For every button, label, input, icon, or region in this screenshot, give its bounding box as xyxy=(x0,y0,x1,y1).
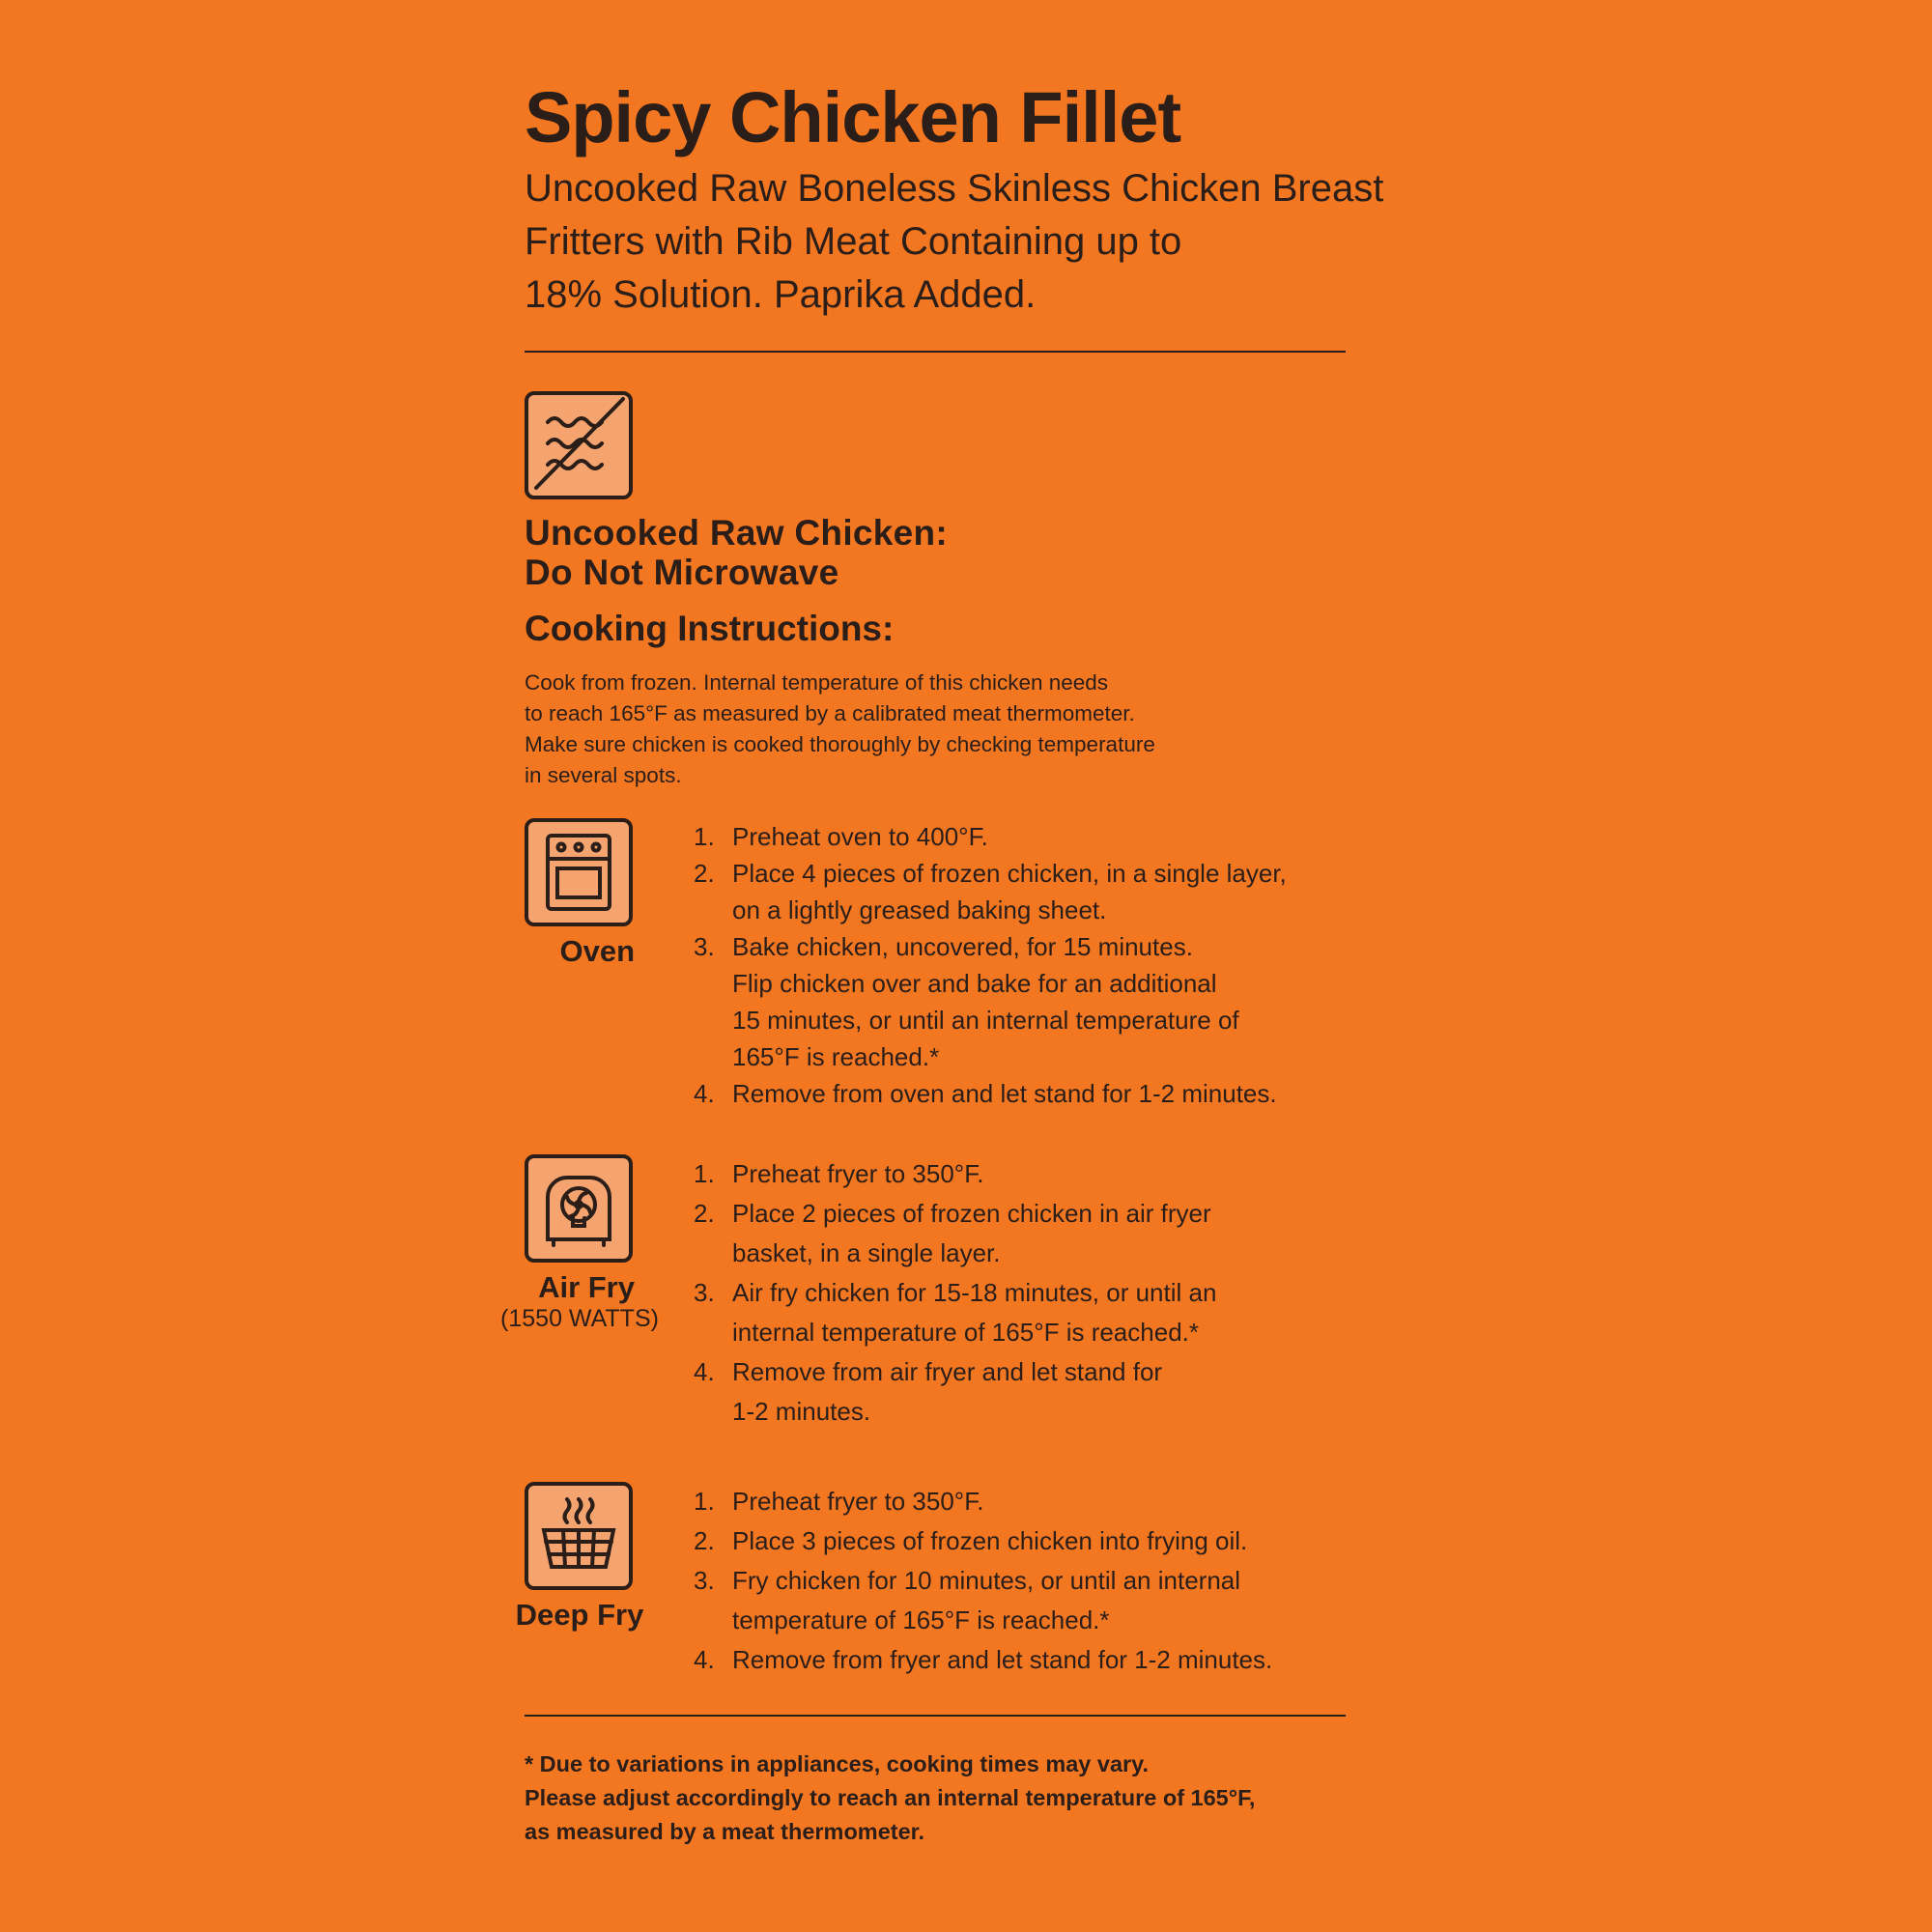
step-number: 4. xyxy=(694,1357,715,1386)
step-line: Preheat fryer to 350°F. xyxy=(732,1159,984,1188)
step-text xyxy=(732,1273,1452,1352)
step-text xyxy=(732,1352,1452,1432)
step-number: 1. xyxy=(694,1487,715,1516)
step-number: 2. xyxy=(694,1526,715,1555)
product-description-line: 18% Solution. Paprika Added. xyxy=(525,273,1037,316)
step-line: 165°F is reached.* xyxy=(732,1042,940,1071)
step-line: Bake chicken, uncovered, for 15 minutes. xyxy=(732,932,1193,961)
product-title: Spicy Chicken Fillet xyxy=(525,77,1181,157)
step-number: 1. xyxy=(694,822,715,851)
step-number: 3. xyxy=(694,932,715,961)
air-fry-label: Air Fry xyxy=(538,1270,635,1304)
air-fry-step xyxy=(694,1194,1452,1273)
step-line: basket, in a single layer. xyxy=(732,1238,1001,1267)
step-line: 1-2 minutes. xyxy=(732,1397,871,1426)
step-line: Remove from oven and let stand for 1-2 minutes. xyxy=(732,1079,1277,1108)
divider xyxy=(525,1715,1346,1717)
step-line: Preheat fryer to 350°F. xyxy=(732,1487,984,1516)
divider xyxy=(525,351,1346,353)
oven-step xyxy=(694,928,1452,1075)
cooking-intro-line: in several spots. xyxy=(525,763,682,787)
deep-fry-step xyxy=(694,1561,1452,1640)
deep-fry-step xyxy=(694,1482,1452,1521)
step-text xyxy=(732,1561,1452,1640)
step-line: Remove from fryer and let stand for 1-2 minutes. xyxy=(732,1645,1273,1674)
deep-fry-step xyxy=(694,1640,1452,1680)
footnote xyxy=(525,1747,1452,1849)
step-line: Fry chicken for 10 minutes, or until an internal xyxy=(732,1566,1241,1595)
cooking-intro-line: to reach 165°F as measured by a calibrated meat thermometer. xyxy=(525,701,1135,725)
warning-line: Do Not Microwave xyxy=(525,553,839,592)
microwave-warning xyxy=(525,513,1452,592)
deep-fry-method-header xyxy=(515,1482,644,1633)
step-line: Flip chicken over and bake for an additional xyxy=(732,969,1217,998)
air-fry-step xyxy=(694,1154,1452,1194)
step-text xyxy=(732,818,1452,855)
step-line: Air fry chicken for 15-18 minutes, or until an xyxy=(732,1278,1217,1307)
oven-icon xyxy=(525,818,633,926)
step-number: 4. xyxy=(694,1079,715,1108)
step-line: 15 minutes, or until an internal temperature of xyxy=(732,1006,1239,1035)
step-line: Preheat oven to 400°F. xyxy=(732,822,988,851)
footnote-line: Please adjust accordingly to reach an internal temperature of 165°F, xyxy=(525,1785,1256,1810)
step-line: Place 2 pieces of frozen chicken in air fryer xyxy=(732,1199,1211,1228)
oven-label: Oven xyxy=(559,934,635,968)
cooking-instructions-heading: Cooking Instructions: xyxy=(525,609,895,648)
step-line: internal temperature of 165°F is reached.* xyxy=(732,1318,1199,1347)
label-panel xyxy=(500,77,1452,1849)
air-fry-wattage: (1550 WATTS) xyxy=(500,1305,659,1332)
air-fry-step xyxy=(694,1352,1452,1432)
air-fry-step xyxy=(694,1273,1452,1352)
footnote-line: * Due to variations in appliances, cooking times may vary. xyxy=(525,1751,1150,1776)
oven-method-header xyxy=(525,818,635,969)
warning-line: Uncooked Raw Chicken: xyxy=(525,513,949,553)
cooking-intro-line: Cook from frozen. Internal temperature of this chicken needs xyxy=(525,670,1109,695)
step-number: 4. xyxy=(694,1645,715,1674)
oven-steps xyxy=(694,818,1452,1112)
step-line: on a lightly greased baking sheet. xyxy=(732,895,1107,924)
step-line: temperature of 165°F is reached.* xyxy=(732,1605,1110,1634)
step-line: Place 4 pieces of frozen chicken, in a single layer, xyxy=(732,859,1287,888)
cooking-intro-line: Make sure chicken is cooked thoroughly by checking temperature xyxy=(525,732,1155,756)
step-text xyxy=(732,1075,1452,1112)
air-fryer-icon xyxy=(525,1154,633,1263)
air-fry-method-header xyxy=(500,1154,659,1333)
step-text xyxy=(732,1640,1452,1680)
air-fry-method xyxy=(500,1154,1452,1432)
product-description xyxy=(525,162,1442,322)
step-line: Remove from air fryer and let stand for xyxy=(732,1357,1163,1386)
step-line: Place 3 pieces of frozen chicken into frying oil. xyxy=(732,1526,1248,1555)
footnote-line: as measured by a meat thermometer. xyxy=(525,1819,925,1844)
step-number: 1. xyxy=(694,1159,715,1188)
deep-fry-method xyxy=(515,1482,1452,1680)
air-fry-steps xyxy=(694,1154,1452,1432)
step-text xyxy=(732,1154,1452,1194)
step-text xyxy=(732,855,1452,928)
deep-fry-steps xyxy=(694,1482,1452,1680)
deep-fryer-basket-icon xyxy=(525,1482,633,1590)
step-number: 3. xyxy=(694,1566,715,1595)
step-text xyxy=(732,1482,1452,1521)
oven-method xyxy=(525,818,1452,1112)
step-text xyxy=(732,928,1452,1075)
step-text xyxy=(732,1194,1452,1273)
no-microwave-icon xyxy=(525,391,633,499)
oven-step xyxy=(694,855,1452,928)
step-number: 3. xyxy=(694,1278,715,1307)
step-number: 2. xyxy=(694,859,715,888)
deep-fry-step xyxy=(694,1521,1452,1561)
cooking-intro xyxy=(525,668,1297,791)
deep-fry-label: Deep Fry xyxy=(515,1598,644,1632)
oven-step xyxy=(694,1075,1452,1112)
step-text xyxy=(732,1521,1452,1561)
oven-step xyxy=(694,818,1452,855)
step-number: 2. xyxy=(694,1199,715,1228)
product-description-line: Fritters with Rib Meat Containing up to xyxy=(525,220,1182,263)
product-description-line: Uncooked Raw Boneless Skinless Chicken Breast xyxy=(525,167,1384,210)
